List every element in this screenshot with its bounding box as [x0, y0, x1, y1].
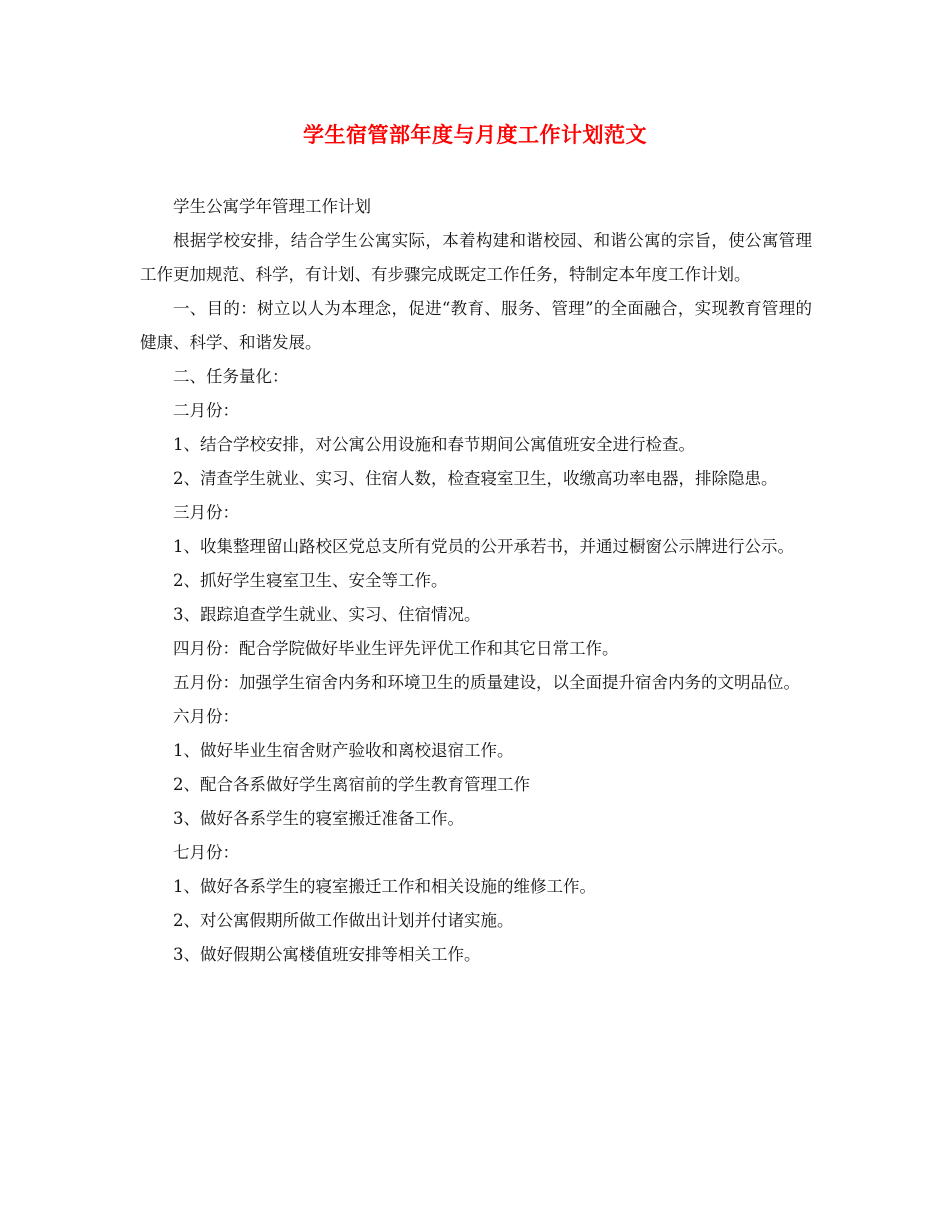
paragraph: 2、对公寓假期所做工作做出计划并付诸实施。 [173, 911, 514, 930]
paragraph: 1、做好毕业生宿舍财产验收和离校退宿工作。 [173, 741, 514, 760]
paragraph: 3、跟踪追查学生就业、实习、住宿情况。 [173, 605, 481, 624]
paragraph: 根据学校安排，结合学生公寓实际，本着构建和谐校园、和谐公寓的宗旨，使公寓管理工作更加规范、科学，有计划、有步骤完成既定工作任务，特制定本年度工作计划。 [140, 231, 812, 284]
paragraph: 二、任务量化： [173, 367, 289, 386]
paragraph: 学生公寓学年管理工作计划 [173, 197, 371, 216]
paragraph: 1、收集整理留山路校区党总支所有党员的公开承若书，并通过橱窗公示牌进行公示。 [173, 537, 794, 556]
paragraph: 1、做好各系学生的寝室搬迁工作和相关设施的维修工作。 [173, 877, 596, 896]
paragraph: 2、配合各系做好学生离宿前的学生教育管理工作 [173, 775, 530, 794]
paragraph: 五月份：加强学生宿舍内务和环境卫生的质量建设，以全面提升宿舍内务的文明品位。 [173, 673, 800, 692]
document-body [140, 190, 812, 972]
paragraph: 三月份： [173, 503, 239, 522]
paragraph: 3、做好假期公寓楼值班安排等相关工作。 [173, 945, 481, 964]
document-title: 学生宿管部年度与月度工作计划范文 [303, 122, 647, 147]
paragraph: 四月份：配合学院做好毕业生评先评优工作和其它日常工作。 [173, 639, 619, 658]
paragraph: 2、清查学生就业、实习、住宿人数，检查寝室卫生，收缴高功率电器，排除隐患。 [173, 469, 778, 488]
paragraph: 六月份： [173, 707, 239, 726]
paragraph: 二月份： [173, 401, 239, 420]
paragraph: 3、做好各系学生的寝室搬迁准备工作。 [173, 809, 464, 828]
paragraph: 2、抓好学生寝室卫生、安全等工作。 [173, 571, 448, 590]
paragraph: 一、目的：树立以人为本理念，促进“教育、服务、管理”的全面融合，实现教育管理的健康、科学、和谐发展。 [140, 299, 812, 352]
paragraph: 1、结合学校安排，对公寓公用设施和春节期间公寓值班安全进行检查。 [173, 435, 695, 454]
paragraph: 七月份： [173, 843, 239, 862]
